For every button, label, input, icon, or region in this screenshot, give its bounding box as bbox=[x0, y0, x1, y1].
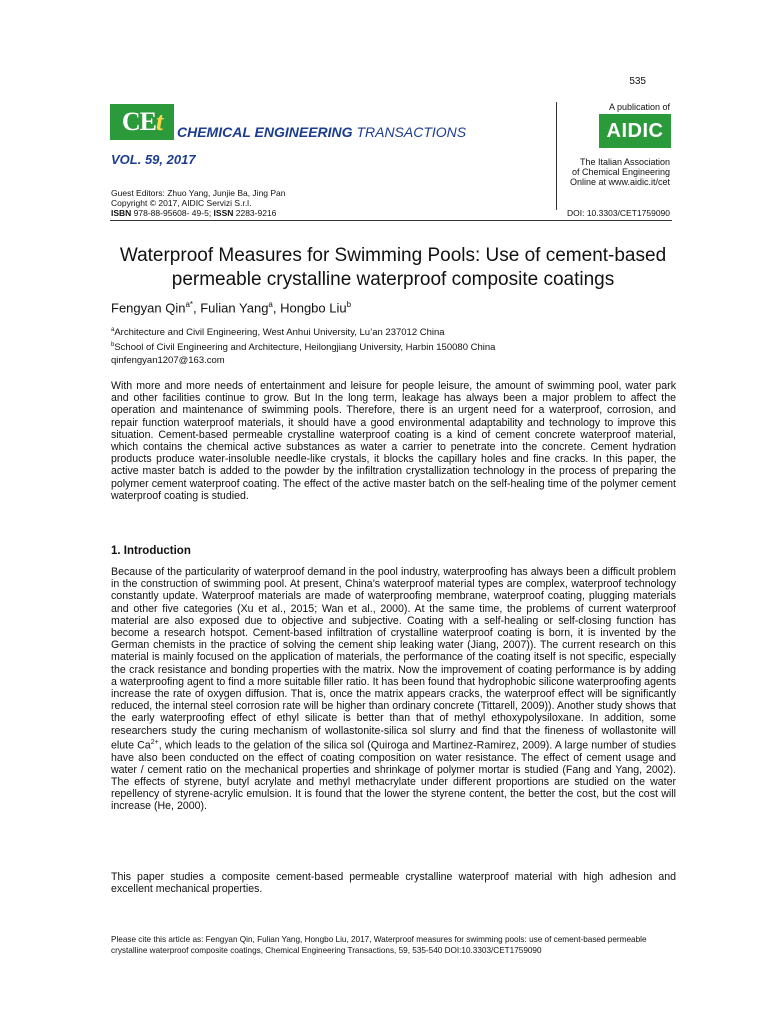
author-list bbox=[111, 300, 351, 315]
copyright: Copyright © 2017, AIDIC Servizi S.r.l. bbox=[111, 198, 252, 208]
affiliation-b bbox=[111, 339, 495, 354]
publisher-info-line: The Italian Association bbox=[579, 157, 670, 167]
citation-footer: Please cite this article as: Fengyan Qin, Fulian Yang, Hongbo Liu, 2017, Waterproof measures for swimming pools: use of cement-based permeable crystalline waterproof composite coatings, Chemical Engineering Transactions, 59, 535-540 DOI:10.3303/CET1759090 bbox=[111, 935, 647, 955]
affiliation-a bbox=[111, 324, 495, 339]
cet-logo bbox=[110, 104, 174, 140]
author-name: Fengyan Qin bbox=[111, 300, 186, 316]
volume: VOL. 59, 2017 bbox=[111, 152, 196, 167]
author-name: , Hongbo Liu bbox=[272, 300, 347, 316]
corresponding-mark: * bbox=[189, 300, 194, 309]
affiliations bbox=[111, 324, 495, 367]
affil-mark: a bbox=[111, 327, 115, 333]
issn-value: 2283-9216 bbox=[233, 208, 277, 218]
journal-name bbox=[177, 124, 466, 140]
intro-text: Because of the particularity of waterproof demand in the pool industry, waterproofing has always been a difficult problem in the construction of swimming pool. At present, China’s waterproof material types are complex, waterproof technology constantly update. Waterproof materials are made of waterproofing membrane, waterproof coating, plugging materials and other five categories (Xu et al., 2015; Wan et al., 2000). At the same time, the problems of current waterproof material are also exposed due to objective and subjective. Coating with a self-healing or self-closing function has become a research hotspot. Cement-based infiltration of crystalline waterproof coating is born, it is invented by the German chemists in the practice of solving the cement ship leaking water (Jiang, 2007)). The current research on this material is mainly focused on the application of materials, the performance of the coating itself is not specific, especially the crack resistance and bonding properties with the matrix. Now the improvement of coating performance is by adding a waterproofing agent to find a more suitable filler ratio. It has been found that hydrophobic silicone waterproofing agents increase the rate of oxygen diffusion. That is, once the matrix appears cracks, the waterproof effect will be significantly reduced, the internal steel corrosion rate will be higher than ordinary concrete (Tittarell, 2009)). Another study shows that the early waterproofing effect of ethyl silicate is better than that of methyl ethoxypolysiloxane. In addition, some researchers study the curing mechanism of wollastonite-silica sol slurry and find that the fineness of wollastonite will elute Ca bbox=[111, 566, 676, 752]
publication-of: A publication of bbox=[608, 102, 670, 112]
isbn-label: ISBN bbox=[111, 208, 132, 218]
guest-editors: Guest Editors: Zhuo Yang, Junjie Ba, Jing Pan bbox=[111, 188, 286, 198]
author-affil-mark: a bbox=[185, 300, 190, 309]
section-heading: 1. Introduction bbox=[111, 545, 191, 557]
cet-logo-main: CE bbox=[121, 107, 156, 136]
editorial-info bbox=[111, 188, 286, 218]
journal-name-light: TRANSACTIONS bbox=[356, 124, 467, 140]
superscript: 2+ bbox=[150, 738, 159, 746]
header-divider-vertical bbox=[556, 102, 557, 210]
affil-text: School of Civil Engineering and Architecture, Heilongjiang University, Harbin 150080 China bbox=[114, 342, 496, 354]
cet-logo-tail: t bbox=[155, 107, 163, 136]
author-affil-mark: a bbox=[268, 300, 273, 309]
aidic-logo-text: AIDIC bbox=[606, 119, 664, 142]
intro-paragraph: This paper studies a composite cement-based permeable crystalline waterproof material with high adhesion and excellent mechanical properties. bbox=[111, 871, 676, 896]
article-title: Waterproof Measures for Swimming Pools: Use of cement-based permeable crystalline waterproof composite coatings bbox=[119, 245, 667, 290]
issn-label: ISSN bbox=[213, 208, 234, 218]
affil-mark: b bbox=[111, 342, 115, 349]
affil-text: Architecture and Civil Engineering, West Anhui University, Lu’an 237012 China bbox=[114, 327, 445, 339]
header-divider-horizontal bbox=[110, 220, 672, 221]
intro-paragraph bbox=[111, 566, 676, 813]
publisher-info bbox=[570, 157, 670, 187]
author-email: qinfengyan1207@163.com bbox=[111, 355, 225, 367]
publisher-info-line: of Chemical Engineering bbox=[571, 167, 670, 177]
page-number: 535 bbox=[629, 76, 646, 87]
isbn-value: 978-88-95608- 49-5; bbox=[131, 208, 214, 218]
author-name: , Fulian Yang bbox=[193, 300, 269, 316]
aidic-logo bbox=[599, 114, 671, 148]
author-affil-mark: b bbox=[346, 300, 352, 309]
abstract: With more and more needs of entertainment and leisure for people leisure, the amount of swimming pool, water park and other facilities continue to grow. But In the long term, leakage has always been a major problem to affect the operation and maintenance of swimming pools. Therefore, there is an urgent need for a waterproof, corrosion, and repair function waterproof materials, it should have a good environmental adaptability and technology to improve this situation. Cement-based permeable crystalline waterproof coating is a kind of cement concrete waterproof material, which contains the chemical active substances as water a carrier to penetrate into the concrete. Cement hydration products produce water-insoluble needle-like crystals, it blocks the capillary holes and fine cracks. In this paper, the active master batch is added to the powder by the infiltration crystallization technology in the process of preparing the polymer cement waterproof coating. The effect of the active master batch on the self-healing time of the polymer cement waterproof coating is studied. bbox=[111, 380, 676, 502]
doi: DOI: 10.3303/CET1759090 bbox=[566, 208, 670, 218]
isbn-issn bbox=[111, 208, 286, 218]
publisher-info-line: Online at www.aidic.it/cet bbox=[569, 177, 670, 187]
intro-text: , which leads to the gelation of the silica sol (Quiroga and Martinez-Ramirez, 2009). A large number of studies have also been conducted on the effect of coating composition on water resistance. The effect of cement usage and water / cement ratio on the mechanical properties and shrinkage of polymer mortar is studied (Fang and Yang, 2002). The effects of styrene, butyl acrylate and methyl methacrylate under different proportions are studied on the water repellency of styrene-acrylic emulsion. It is found that the lower the styrene content, the better the cost, but the cost will increase (He, 2000). bbox=[111, 739, 676, 813]
journal-name-bold: CHEMICAL ENGINEERING bbox=[177, 124, 353, 140]
